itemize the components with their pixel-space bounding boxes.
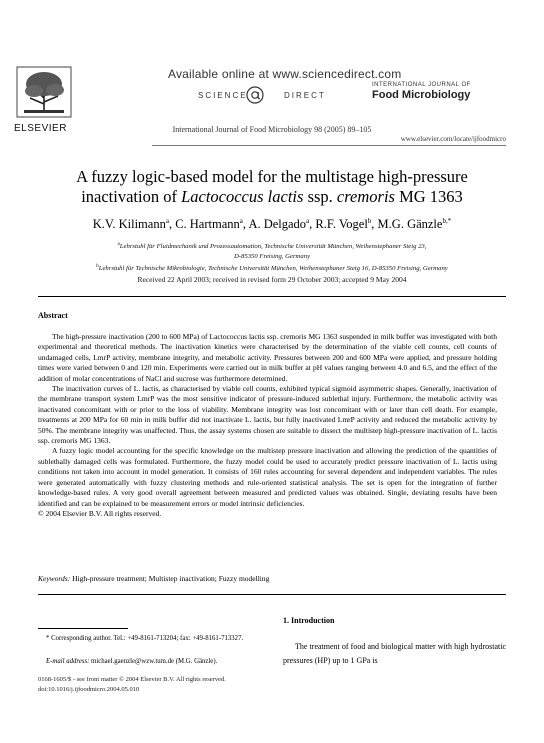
footnote-rule — [38, 628, 128, 629]
abstract-paragraph: The inactivation curves of L. lactis, as characterised by viable cell counts, exhibited typical sigmoid asymmetric shapes. Generally, inactivation of the membrane transport system LmrP was the most sensitive indicator of pressure-induced sublethal injury. Furthermore, the metabolic activity was inactivated concomitant with or prior to the loss of viability. Membrane integrity was lost concomitant with or later than cell death. For example, treatments at 200 MPa for 60 min in milk buffer did not inactivate L. lactis, but fully inactivated LmrP activity and reduced the metabolic activity by 50%. The membrane integrity was unaffected. Thus, the assay systems chosen are suitable to dissect the multistep high-pressure inactivation of L. lactis ssp. cremoris MG 1363. — [38, 384, 497, 446]
journal-line1: INTERNATIONAL JOURNAL OF — [372, 82, 471, 88]
author-name: M.G. Gänzle — [377, 217, 443, 232]
author-sep: , — [168, 217, 176, 232]
journal-line2: Food Microbiology — [372, 89, 471, 101]
aff-text: D-85350 Freising, Germany — [233, 253, 311, 261]
abstract-heading: Abstract — [38, 311, 68, 320]
email-label: E-mail address: — [46, 658, 90, 665]
author-sep: , — [371, 217, 378, 232]
keywords-text: High-pressure treatment; Multistep inactivation; Fuzzy modelling — [70, 574, 270, 583]
introduction-text — [283, 640, 506, 668]
journal-url[interactable]: www.elsevier.com/locate/ijfoodmicro — [400, 135, 506, 143]
received-dates: Received 22 April 2003; received in revised form 29 October 2003; accepted 9 May 2004 — [137, 275, 407, 284]
article-title — [30, 167, 514, 207]
author-aff-sup: a — [239, 217, 243, 225]
section-heading-introduction: 1. Introduction — [283, 616, 335, 625]
affiliation-b — [30, 262, 514, 274]
abstract-top-rule — [38, 296, 506, 297]
author-aff-sup: a — [306, 217, 310, 225]
keywords-label: Keywords: — [38, 574, 71, 583]
author — [93, 217, 175, 231]
sd-brand-right: DIRECT — [284, 91, 326, 100]
aff-text: Lehrstuhl für Fluidmechanik und Prozessautomation, Technische Universität München, Weihenstephaner Steig 23, — [119, 243, 427, 251]
author-sep: , — [242, 217, 249, 232]
affiliation-a — [30, 240, 514, 262]
author-name: K.V. Kilimann — [92, 217, 166, 232]
author-name: R.F. Vogel — [315, 217, 368, 232]
keywords — [38, 574, 269, 583]
abstract-paragraph: A fuzzy logic model accounting for the specific knowledge on the multistep pressure inactivation and allowing the prediction of the quantities of sublethally damaged cells was formulated. Furthermore, the fuzzy model could be used to accurately predict pressure inactivation of L. lactis using conditions not taken into account in model generation. It consists of 160 rules accounting for several dependent and independent variables. The rules were generated automatically with fuzzy clustering methods and rule-oriented statistical analysis. The set is open for the integration of further knowledge-based rules. A very good overall agreement between measured and predicted values was obtained. Single, deviating results have been identified and can be explained to be measurement errors or model intrinsic deficiencies. — [38, 446, 497, 508]
journal-citation: International Journal of Food Microbiology 98 (2005) 89–105 — [172, 125, 372, 134]
title-line1: A fuzzy logic-based model for the multistage high-pressure — [76, 167, 468, 186]
title-line2 — [30, 187, 514, 207]
author-name: C. Hartmann — [175, 217, 240, 232]
author — [248, 217, 315, 231]
header-divider — [152, 145, 506, 146]
abstract-bottom-rule — [38, 594, 506, 595]
title-text: MG 1363 — [394, 187, 463, 206]
intro-paragraph: The treatment of food and biological matter with high hydrostatic pressures (HP) up to 1 GPa is — [283, 642, 506, 665]
author-name: A. Delgado — [248, 217, 307, 232]
sciencedirect-at-icon — [246, 86, 264, 104]
title-text: inactivation of — [81, 187, 182, 206]
sciencedirect-availability[interactable]: Available online at www.sciencedirect.com — [168, 67, 402, 81]
title-subspecies: cremoris — [336, 187, 395, 206]
author-sep: , — [309, 217, 316, 232]
aff-sup: a — [117, 242, 120, 247]
title-species: Lactococcus lactis — [181, 187, 304, 206]
doi-line[interactable]: doi:10.1016/j.ijfoodmicro.2004.05.010 — [38, 686, 140, 693]
journal-masthead — [372, 82, 522, 101]
author-aff-sup: b — [367, 217, 372, 225]
email-address[interactable]: michael.gaenzle@wzw.tum.de (M.G. Gänzle). — [89, 658, 218, 665]
email-note — [38, 657, 260, 667]
aff-sup: b — [96, 264, 99, 269]
abstract-paragraph: The high-pressure inactivation (200 to 600 MPa) of Lactococcus lactis ssp. cremoris MG 1363 suspended in milk buffer was investigated with both experimental and theoretical methods. The inactivation kinetics were characterised by the determination of the viable cell counts, cell counts of undamaged cells, LmrP activity, membrane integrity, and metabolic activity. Pressures between 200 and 600 MPa were applied, and pressure holding times were varied between 0 and 120 min. Experiments were carried out in milk buffer at pH values ranging between 4.0 and 6.5, and the effect of the addition of molar concentrations of NaCl and sucrose was furthermore determined. — [38, 332, 497, 383]
issn-line: 0168-1605/$ - see front matter © 2004 Elsevier B.V. All rights reserved. — [38, 676, 226, 683]
author-aff-sup: a — [165, 217, 169, 225]
author-list — [30, 217, 514, 232]
author — [315, 217, 377, 231]
aff-text: Lehrstuhl für Technische Mikrobiologie, Technische Universität München, Weihenstephaner Steig 16, D-85350 Freising, Germany — [98, 265, 448, 273]
abstract-copyright: © 2004 Elsevier B.V. All rights reserved. — [38, 508, 162, 518]
abstract-body — [38, 332, 497, 519]
title-text: ssp. — [303, 187, 337, 206]
sd-brand-left: SCIENCE — [198, 91, 248, 100]
author-aff-sup: b,* — [442, 217, 452, 225]
author — [175, 217, 248, 231]
corresponding-author-note: * Corresponding author. Tel.: +49-8161-713204; fax: +49-8161-713327. — [46, 635, 244, 642]
author-corresponding[interactable] — [378, 217, 452, 231]
publisher-name: ELSEVIER — [14, 123, 67, 134]
elsevier-tree-logo — [16, 66, 72, 118]
